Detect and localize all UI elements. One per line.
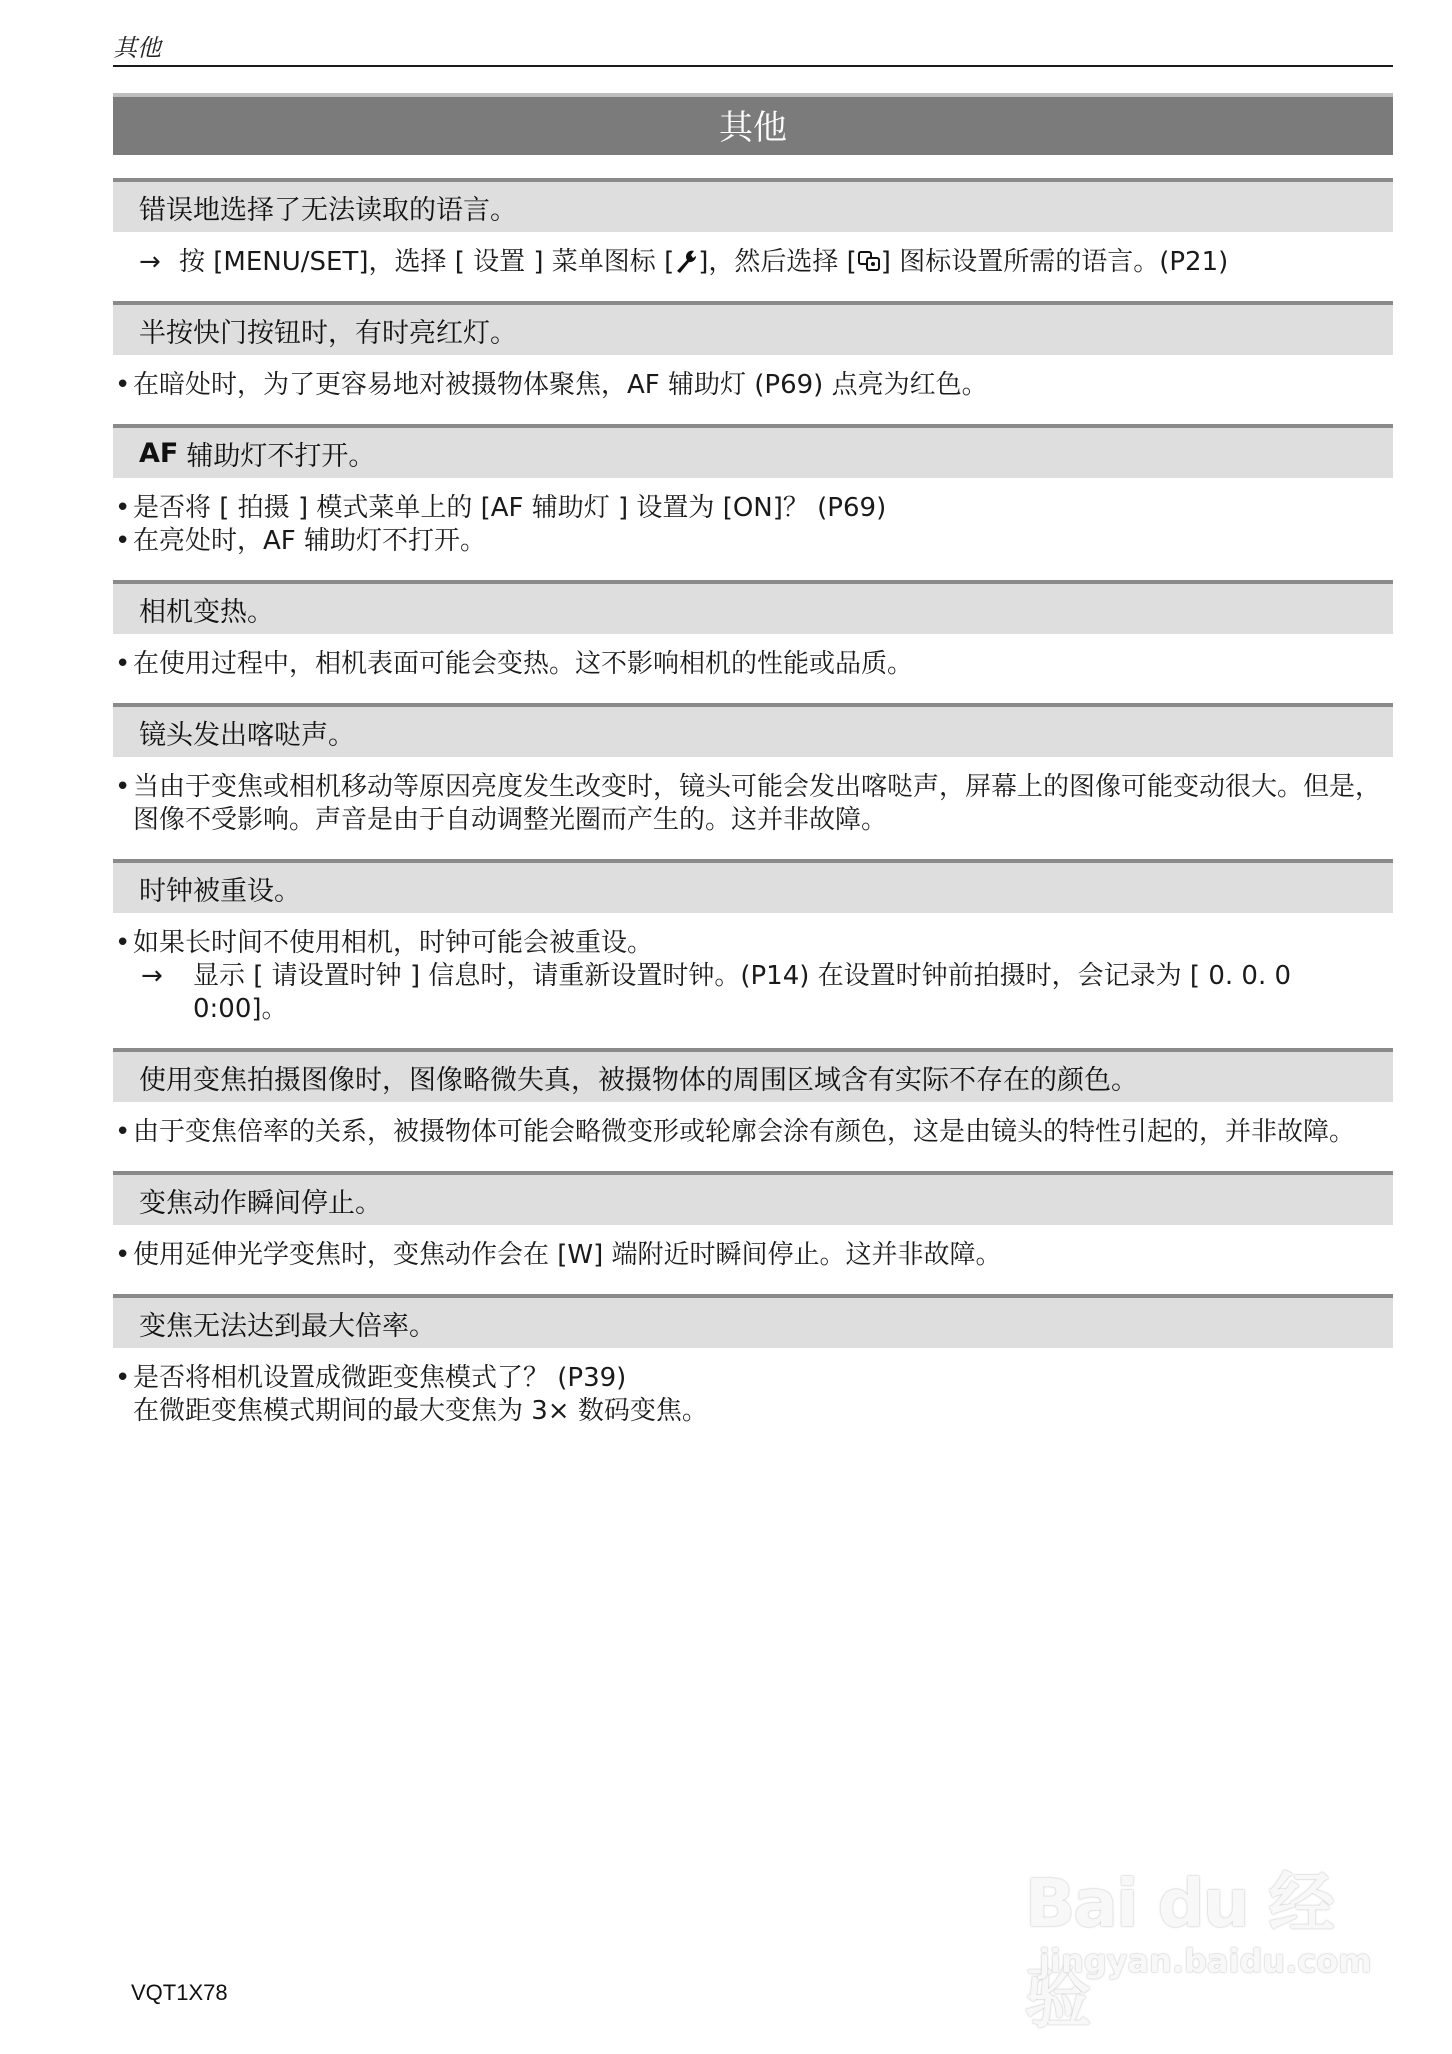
section-body [113, 355, 1393, 424]
arrow-icon: → [141, 961, 163, 991]
bullet-item: • 是否将 [ 拍摄 ] 模式菜单上的 [AF 辅助灯 ] 设置为 [ON]？ (P69) [113, 492, 1393, 525]
bullet-item: • 在使用过程中，相机表面可能会变热。这不影响相机的性能或品质。 [113, 648, 1393, 681]
bullet-item: • 如果长时间不使用相机，时钟可能会被重设。 [113, 927, 1393, 960]
section-heading [113, 424, 1393, 478]
content [113, 178, 1393, 1450]
baidu-watermark [1025, 1850, 1372, 2037]
section-heading-text: 半按快门按钮时，有时亮红灯。 [139, 317, 517, 349]
section-heading [113, 703, 1393, 757]
instruction-part-1: 按 [MENU/SET]，选择 [ 设置 ] 菜单图标 [ [179, 247, 675, 277]
section-body [113, 232, 1393, 301]
bullet-item: • 当由于变焦或相机移动等原因亮度发生改变时，镜头可能会发出喀哒声，屏幕上的图像可能变动很大。但是，图像不受影响。声音是由于自动调整光圈而产生的。这并非故障。 [113, 771, 1393, 837]
model-code: VQT1X78 [131, 1980, 228, 2005]
section-heading [113, 1294, 1393, 1348]
section-heading [113, 178, 1393, 232]
watermark-logo-text: Bai du 经验 [1025, 1865, 1333, 2037]
watermark-url: jingyan.baidu.com [1039, 1942, 1372, 1980]
section-body [113, 913, 1393, 1048]
bullet-item: • 在亮处时，AF 辅助灯不打开。 [113, 525, 1393, 558]
section-heading-text: 镜头发出喀哒声。 [139, 719, 355, 751]
wrench-icon [674, 248, 698, 274]
section-wrong-language [113, 178, 1393, 301]
bullet-continuation: 在微距变焦模式期间的最大变焦为 3× 数码变焦。 [133, 1396, 708, 1426]
section-zoom-stops [113, 1171, 1393, 1294]
section-heading-text: 相机变热。 [139, 596, 274, 628]
section-body [113, 1102, 1393, 1171]
section-body [113, 1348, 1393, 1450]
section-camera-warm [113, 580, 1393, 703]
bullet-item: • 是否将相机设置成微距变焦模式了？ (P39) [113, 1362, 1393, 1395]
section-body [113, 757, 1393, 859]
section-lens-click [113, 703, 1393, 859]
arrow-instruction [113, 960, 1393, 1026]
section-heading [113, 1048, 1393, 1102]
section-af-assist-lamp [113, 424, 1393, 580]
section-heading [113, 301, 1393, 355]
section-zoom-distortion [113, 1048, 1393, 1171]
section-heading-text: 时钟被重设。 [139, 875, 301, 907]
section-heading-text: 辅助灯不打开。 [186, 440, 376, 472]
instruction-part-3: ] 图标设置所需的语言。(P21) [880, 247, 1229, 277]
bullet-item: • 使用延伸光学变焦时，变焦动作会在 [W] 端附近时瞬间停止。这并非故障。 [113, 1239, 1393, 1272]
instruction-text: 显示 [ 请设置时钟 ] 信息时，请重新设置时钟。(P14) 在设置时钟前拍摄时，会记录为 [ 0. 0. 0 0:00]。 [193, 961, 1292, 1024]
instruction-part-2: ]，然后选择 [ [698, 247, 857, 277]
arrow-instruction [113, 246, 1393, 279]
section-heading-text: 变焦无法达到最大倍率。 [139, 1310, 436, 1342]
section-body [113, 634, 1393, 703]
page-title: 其他 [113, 93, 1393, 155]
section-heading [113, 580, 1393, 634]
section-clock-reset [113, 859, 1393, 1048]
running-header: 其他 [113, 34, 161, 62]
section-body [113, 1225, 1393, 1294]
bullet-item: • 在暗处时，为了更容易地对被摄物体聚焦，AF 辅助灯 (P69) 点亮为红色。 [113, 369, 1393, 402]
arrow-icon: → [139, 247, 161, 277]
section-heading-text: 错误地选择了无法读取的语言。 [139, 194, 517, 226]
section-body [113, 478, 1393, 580]
section-heading [113, 859, 1393, 913]
section-heading [113, 1171, 1393, 1225]
bullet-item: • 由于变焦倍率的关系，被摄物体可能会略微变形或轮廓会涂有颜色，这是由镜头的特性引起的，并非故障。 [113, 1116, 1393, 1149]
section-heading-text: 使用变焦拍摄图像时，图像略微失真，被摄物体的周围区域含有实际不存在的颜色。 [139, 1064, 1138, 1096]
section-heading-bold: AF [139, 437, 179, 469]
section-red-light [113, 301, 1393, 424]
language-icon [857, 248, 881, 274]
header-rule [113, 65, 1393, 67]
section-zoom-max [113, 1294, 1393, 1450]
section-heading-text: 变焦动作瞬间停止。 [139, 1187, 382, 1219]
